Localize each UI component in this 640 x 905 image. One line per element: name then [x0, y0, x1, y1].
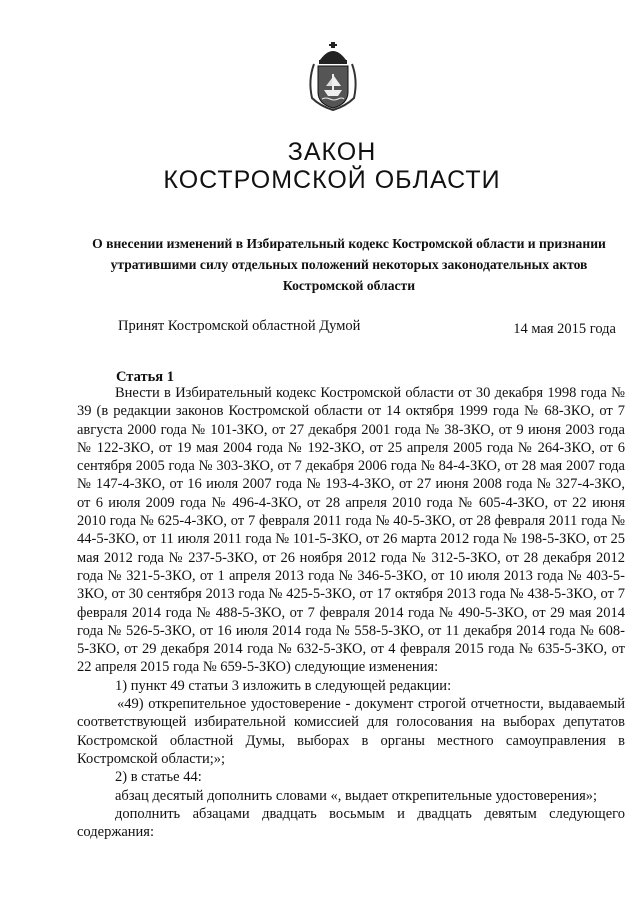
adoption-date: 14 мая 2015 года — [513, 321, 616, 337]
article-paragraph: дополнить абзацами двадцать восьмым и двадцать девятым следующего содержания: — [77, 805, 625, 841]
article-paragraph: Внести в Избирательный кодекс Костромской области от 30 декабря 1998 года № 39 (в редакции законов Костромской области от 14 октября 1999 года № 68-ЗКО, от 7 августа 2000 года № 101-ЗКО, от 27 декабря 2001 года № 38-ЗКО, от 9 июня 2003 года № 122-ЗКО, от 19 мая 2004 года № 192-ЗКО, от 25 апреля 2005 года № 264-ЗКО, от 6 сентября 2005 года № 303-ЗКО, от 7 декабря 2006 года № 84-4-ЗКО, от 28 мая 2007 года № 147-4-ЗКО, от 16 июля 2007 года № 193-4-ЗКО, от 27 июня 2008 года № 327-4-ЗКО, от 6 июля 2009 года № 496-4-ЗКО, от 28 апреля 2010 года № 605-4-ЗКО, от 22 июня 2010 года № 625-4-ЗКО, от 7 февраля 2011 года № 40-5-ЗКО, от 28 февраля 2011 года № 44-5-ЗКО, от 11 июля 2011 года № 101-5-ЗКО, от 26 марта 2012 года № 198-5-ЗКО, от 25 мая 2012 года № 237-5-ЗКО, от 26 ноября 2012 года № 312-5-ЗКО, от 28 декабря 2012 года № 321-5-ЗКО, от 1 апреля 2013 года № 346-5-ЗКО, от 10 июля 2013 года № 403-5-ЗКО, от 30 сентября 2013 года № 425-5-ЗКО, от 17 октября 2013 года № 438-5-ЗКО, от 7 февраля 2014 года № 488-5-ЗКО, от 7 февраля 2014 года № 490-5-ЗКО, от 29 мая 2014 года № 526-5-ЗКО, от 16 июля 2014 года № 558-5-ЗКО, от 11 декабря 2014 года № 608-5-ЗКО, от 29 декабря 2014 года № 632-5-ЗКО, от 4 февраля 2015 года № 635-5-ЗКО, от 22 апреля 2015 года № 659-5-ЗКО) следующие изменения: — [77, 385, 625, 676]
article-paragraph: абзац десятый дополнить словами «, выдает открепительные удостоверения»; — [115, 787, 598, 804]
article-body — [77, 384, 625, 841]
law-title-line1: ЗАКОН — [287, 138, 377, 166]
law-subject: О внесении изменений в Избирательный кодекс Костромской области и признании утратившими силу отдельных положений некоторых законодательных актов Костромской области — [92, 236, 606, 293]
article-paragraph: «49) открепительное удостоверение - документ строгой отчетности, выдаваемый соответствующей избирательной комиссией для голосования на выборах депутатов Костромской областной Думы, выборах в органы местного самоуправления в Костромской области;»; — [77, 696, 625, 767]
article-title: Статья 1 — [116, 369, 174, 385]
coat-of-arms-icon — [300, 40, 366, 114]
article-paragraph: 1) пункт 49 статьи 3 изложить в следующей редакции: — [115, 677, 452, 694]
adoption-text: Принят Костромской областной Думой — [118, 318, 361, 334]
law-title-line2: КОСТРОМСКОЙ ОБЛАСТИ — [163, 166, 501, 194]
article-paragraph: 2) в статье 44: — [115, 769, 202, 786]
